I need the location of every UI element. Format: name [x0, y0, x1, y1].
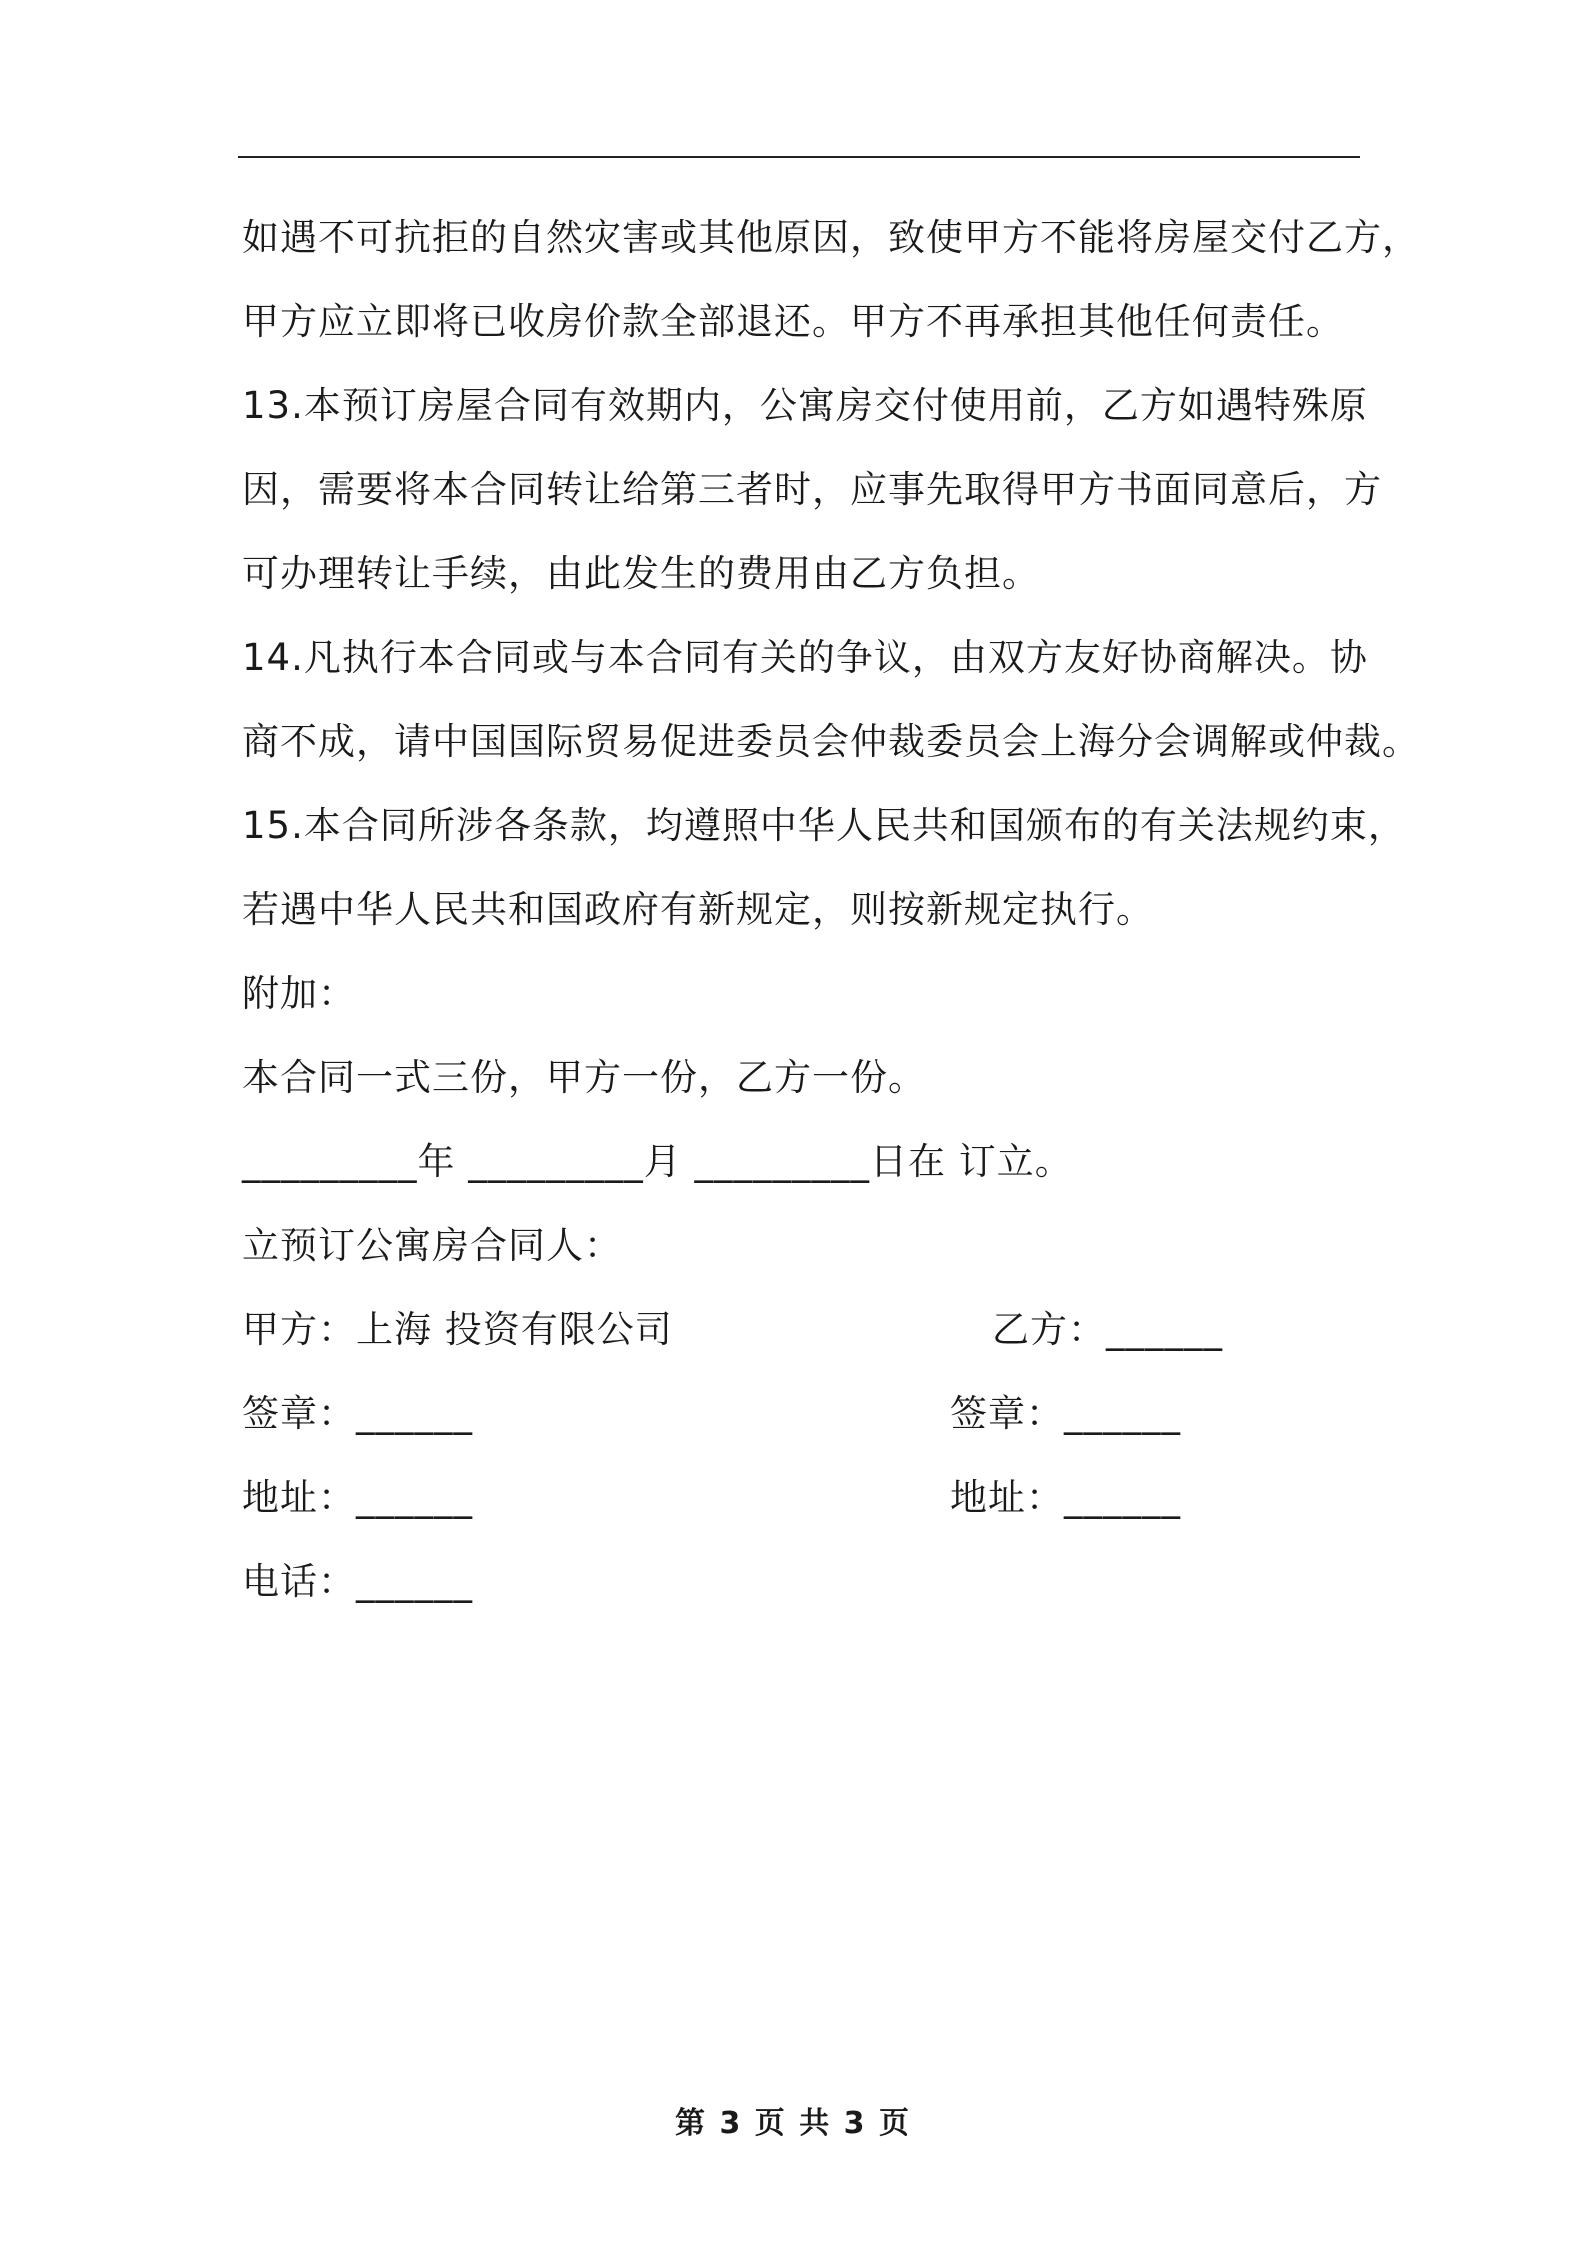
clause-15-line: 15.本合同所涉各条款，均遵照中华人民共和国颁布的有关法规约束， [242, 804, 1406, 847]
party-b-seal: 签章：______ [950, 1392, 1181, 1435]
party-a-name: 甲方：上海 投资有限公司 [242, 1308, 673, 1351]
date-line: _________年 _________月 _________日在 订立。 [242, 1140, 1073, 1183]
signature-row-seal [242, 1372, 1382, 1456]
copies-statement: 本合同一式三份，甲方一份，乙方一份。 [242, 1056, 926, 1099]
page-number: 第 3 页 共 3 页 [675, 2106, 911, 2141]
clause-13-line: 可办理转让手续，由此发生的费用由乙方负担。 [242, 552, 1040, 595]
signature-row-address [242, 1456, 1382, 1540]
clause-14-line: 商不成，请中国国际贸易促进委员会仲裁委员会上海分会调解或仲裁。 [242, 720, 1420, 763]
document-body [242, 196, 1420, 1624]
appendix-heading: 附加： [242, 972, 356, 1015]
paragraph-line: 如遇不可抗拒的自然灾害或其他原因，致使甲方不能将房屋交付乙方， [242, 216, 1420, 259]
clause-13-line: 13.本预订房屋合同有效期内，公寓房交付使用前，乙方如遇特殊原 [242, 384, 1368, 427]
party-a-phone: 电话：______ [242, 1560, 473, 1603]
header-rule [238, 156, 1360, 158]
signatories-heading: 立预订公寓房合同人： [242, 1224, 622, 1267]
party-b-name: 乙方：______ [992, 1308, 1223, 1351]
clause-14-line: 14.凡执行本合同或与本合同有关的争议，由双方友好协商解决。协 [242, 636, 1368, 679]
clause-15-line: 若遇中华人民共和国政府有新规定，则按新规定执行。 [242, 888, 1154, 931]
party-a-address: 地址：______ [242, 1476, 473, 1519]
signature-row-phone [242, 1540, 1382, 1624]
party-b-address: 地址：______ [950, 1476, 1181, 1519]
paragraph-line: 甲方应立即将已收房价款全部退还。甲方不再承担其他任何责任。 [242, 300, 1344, 343]
clause-13-line: 因，需要将本合同转让给第三者时，应事先取得甲方书面同意后，方 [242, 468, 1382, 511]
party-a-seal: 签章：______ [242, 1392, 473, 1435]
signature-row-parties [242, 1288, 1382, 1372]
